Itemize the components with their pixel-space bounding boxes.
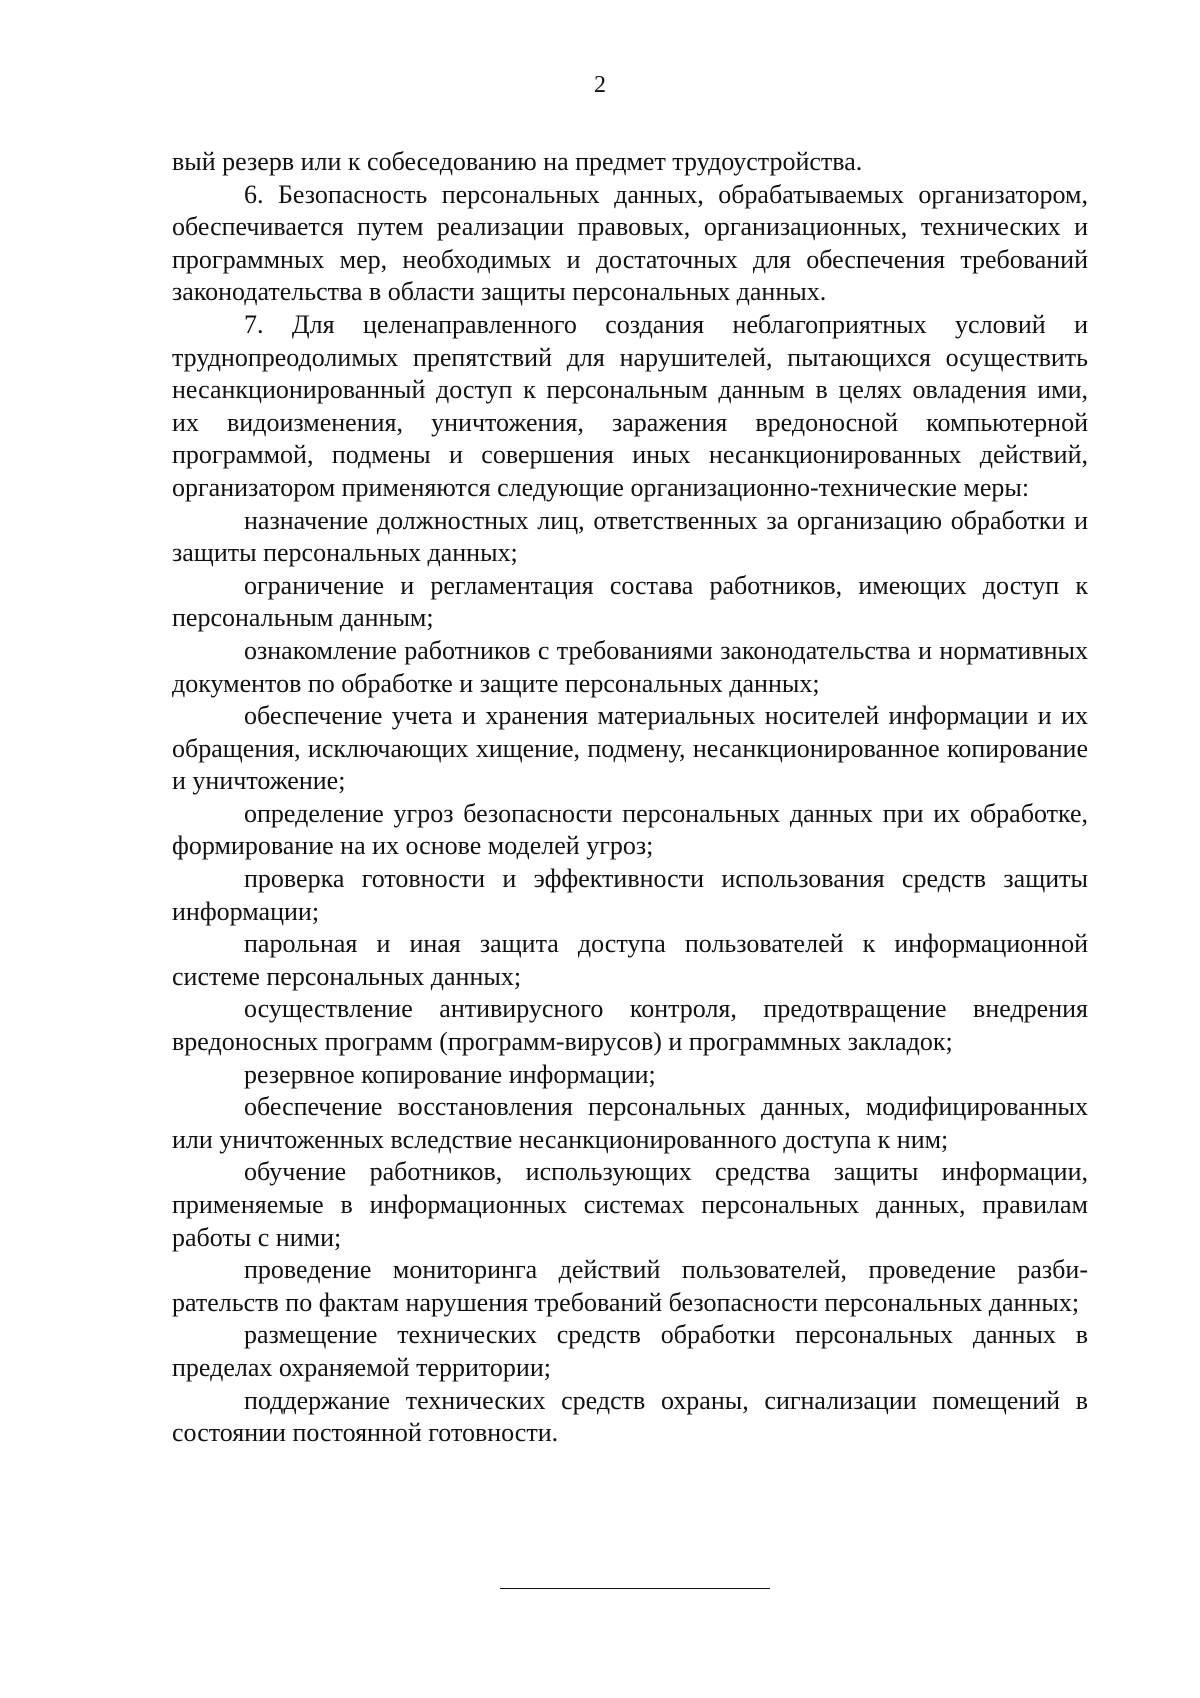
measure-item: размещение технических средств обработки персональных данных в пределах охраняемой территории; — [172, 1320, 1088, 1382]
measure-item: проверка готовности и эффективности использования средств защиты информации; — [172, 864, 1088, 926]
page-number: 2 — [594, 72, 606, 98]
measure-item: парольная и иная защита доступа пользователей к информационной системе персональных данных; — [172, 929, 1088, 991]
measure-item: проведение мониторинга действий пользователей, проведение разбирательств по фактам нарушения требований безопасности персональных данных; — [172, 1255, 1088, 1317]
measure-item: обеспечение учета и хранения материальных носителей информации и их обращения, исключающих хищение, подмену, несанкционированное копирование и уничтожение; — [172, 701, 1088, 796]
end-divider-line — [500, 1588, 770, 1589]
measure-item: резервное копирование информации; — [244, 1059, 656, 1089]
measure-item: обеспечение восстановления персональных данных, модифицированных или уничтоженных вследствие несанкционированного доступа к ним; — [172, 1092, 1088, 1154]
measure-item: ограничение и регламентация состава работников, имеющих доступ к персональным данным; — [172, 570, 1088, 633]
measure-item: осуществление антивирусного контроля, предотвращение внедрения вредоносных программ (программ-вирусов) и программных закладок; — [172, 994, 1088, 1057]
measure-item: поддержание технических средств охраны, сигнализации помещений в состоянии постоянной готовности. — [172, 1385, 1088, 1448]
paragraph-item-6: 6. Безопасность персональных данных, обрабатываемых организатором, обеспечивается путем реализации правовых, организационных, технических и программных мер, необходимых и достаточных для обеспечения требований законодательства в области защиты персональных данных. — [172, 179, 1088, 307]
measure-item: определение угроз безопасности персональных данных при их обработке, формирование на их основе моделей угроз; — [172, 798, 1088, 861]
paragraph-continuation: вый резерв или к собеседованию на предмет трудоустройства. — [172, 147, 863, 176]
document-body — [172, 146, 1088, 1450]
measure-item: ознакомление работников с требованиями законодательства и нормативных документов по обработке и защите персональных данных; — [172, 635, 1088, 698]
measure-item: обучение работников, использующих средства защиты информации, применяемые в информационных системах персональных данных, правилам работы с ними; — [172, 1157, 1088, 1252]
paragraph-item-7: 7. Для целенаправленного создания неблагоприятных условий и труднопреодолимых препятствий для нарушителей, пытающихся осуществить несанкционированный доступ к персональным данным в целях овладения ими, их видоизменения, уничтожения, заражения вредоносной компьютерной программой, подмены и совершения иных несанкционированных действий, организатором применяются следующие организационно-технические меры: — [172, 309, 1088, 502]
measure-item: назначение должностных лиц, ответственных за организацию обработки и защиты персональных данных; — [172, 505, 1088, 568]
